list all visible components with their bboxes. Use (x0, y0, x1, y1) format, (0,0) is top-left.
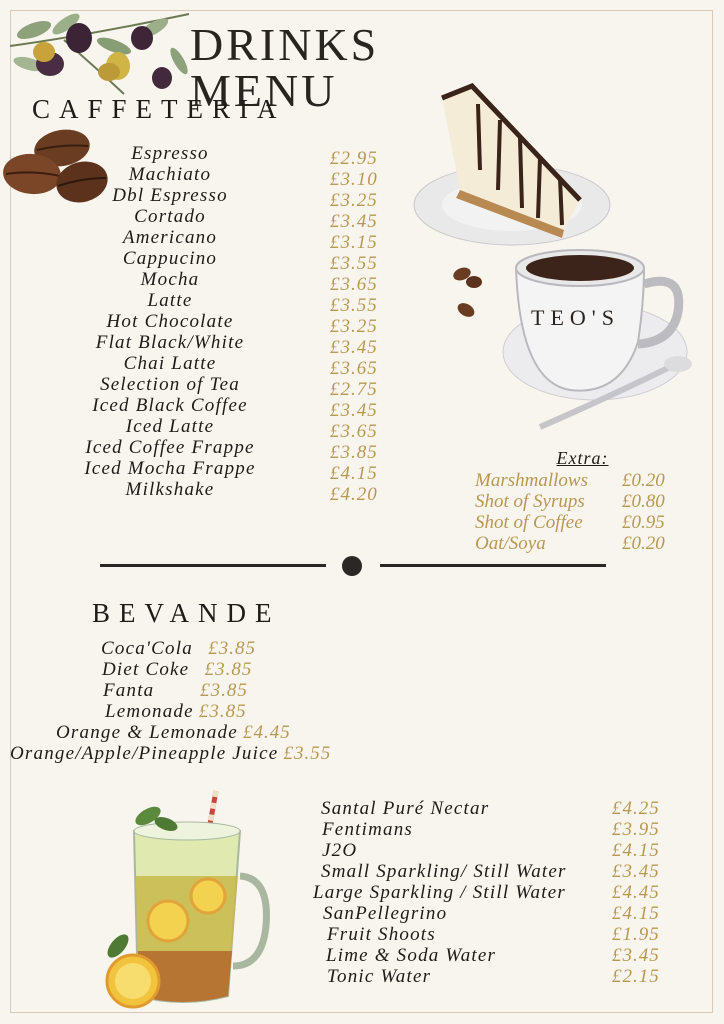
menu-item-name: J2O (322, 840, 358, 861)
menu-item-price: £2.95 (330, 148, 378, 169)
olive-branch-illustration (4, 6, 194, 98)
cheesecake-illustration (412, 80, 622, 250)
menu-item-price: £4.15 (330, 463, 378, 484)
bevande-items (10, 638, 370, 764)
menu-item-price: £3.25 (330, 316, 378, 337)
menu-item-name: Hot Chocolate (106, 311, 234, 332)
menu-item-price: £3.95 (612, 819, 660, 840)
menu-item-name: Fanta (103, 680, 155, 701)
menu-item-price: £4.25 (612, 798, 660, 819)
menu-item-name: Iced Black Coffee (92, 395, 248, 416)
menu-item-price: £3.15 (330, 232, 378, 253)
caffeteria-items (60, 143, 280, 500)
divider-line-left (100, 564, 326, 567)
menu-item-name: Americano (122, 227, 218, 248)
page-title: DRINKS MENU (190, 19, 380, 116)
menu-item-name: Iced Coffee Frappe (85, 437, 255, 458)
menu-item-name: Tonic Water (327, 966, 432, 987)
menu-item-price: £3.45 (330, 400, 378, 421)
menu-item-name: SanPellegrino (323, 903, 448, 924)
menu-item-name: Fruit Shoots (327, 924, 436, 945)
menu-item (312, 924, 672, 945)
menu-item-price: £3.45 (330, 211, 378, 232)
menu-item-name: Lemonade (105, 701, 194, 722)
extra-item-price: £0.95 (622, 512, 665, 533)
menu-item-price: £3.85 (208, 638, 256, 659)
divider-dot (342, 556, 362, 576)
extra-item-name: Shot of Syrups (475, 491, 585, 512)
menu-item-price: £3.10 (330, 169, 378, 190)
divider-line-right (380, 564, 606, 567)
menu-item-price: £3.55 (330, 295, 378, 316)
menu-item-price: £3.85 (330, 442, 378, 463)
menu-item-name: Chai Latte (123, 353, 217, 374)
extra-item-price: £0.20 (622, 533, 665, 554)
menu-item-price: £2.75 (330, 379, 378, 400)
menu-item (312, 966, 672, 987)
menu-item-price: £4.15 (612, 840, 660, 861)
menu-item-name: Dbl Espresso (112, 185, 228, 206)
menu-item (312, 882, 672, 903)
menu-item-name: Santal Puré Nectar (321, 798, 490, 819)
menu-item-name: Diet Coke (102, 659, 190, 680)
extra-item-name: Shot of Coffee (475, 512, 583, 533)
menu-item-name: Flat Black/White (95, 332, 245, 353)
menu-item-price: £3.25 (330, 190, 378, 211)
extra-item (470, 491, 685, 512)
menu-item-price: £3.85 (204, 659, 253, 680)
menu-item-price: £1.95 (612, 924, 660, 945)
menu-item-price: £4.20 (330, 484, 378, 505)
menu-item-name: Small Sparkling/ Still Water (321, 861, 567, 882)
menu-item-price: £3.85 (200, 680, 248, 701)
menu-item (312, 840, 672, 861)
menu-item-price: £4.45 (242, 722, 291, 743)
menu-item-name: Orange & Lemonade (56, 722, 238, 743)
menu-item-name: Latte (147, 290, 193, 311)
menu-item-name: Machiato (128, 164, 212, 185)
menu-item-price: £3.55 (330, 253, 378, 274)
menu-item-name: Lime & Soda Water (326, 945, 497, 966)
iced-drink-illustration (88, 786, 273, 1011)
caffeteria-heading: CAFFETERIA (32, 94, 286, 124)
caffeteria-prices (330, 148, 378, 505)
menu-item-name: Selection of Tea (100, 374, 240, 395)
menu-item-price: £3.65 (330, 274, 378, 295)
extras-heading: Extra: (556, 448, 609, 468)
menu-item-price: £4.15 (612, 903, 660, 924)
menu-item-price: £3.55 (283, 743, 332, 764)
menu-item (312, 861, 672, 882)
extra-item-price: £0.80 (622, 491, 665, 512)
menu-item-price: £3.65 (330, 421, 378, 442)
menu-item-name: Cortado (134, 206, 206, 227)
menu-item-name: Cappucino (122, 248, 218, 269)
menu-item-price: £3.45 (330, 337, 378, 358)
extras-section (470, 448, 685, 554)
coffee-cup-illustration (440, 232, 695, 437)
menu-item-price: £2.15 (612, 966, 660, 987)
menu-item-name: Fentimans (322, 819, 414, 840)
menu-item-price: £3.45 (612, 945, 660, 966)
extra-item (470, 470, 685, 491)
menu-item-name: Espresso (131, 143, 209, 164)
menu-item-price: £3.85 (198, 701, 247, 722)
extra-item (470, 512, 685, 533)
extra-item-name: Oat/Soya (475, 533, 546, 554)
menu-item-name: Mocha (140, 269, 200, 290)
menu-item-name: Coca'Cola (101, 638, 193, 659)
extra-item-name: Marshmallows (475, 470, 588, 491)
water-and-soft-drinks-items (312, 798, 672, 987)
brand-name: TEO'S (531, 305, 620, 330)
menu-item (312, 819, 672, 840)
menu-item-name: Large Sparkling / Still Water (313, 882, 566, 903)
menu-item-price: £3.45 (612, 861, 660, 882)
menu-item-name: Milkshake (125, 479, 215, 500)
menu-item-name: Iced Mocha Frappe (84, 458, 256, 479)
menu-item-name: Iced Latte (125, 416, 215, 437)
menu-item (312, 903, 672, 924)
menu-item-name: Orange/Apple/Pineapple Juice (10, 743, 279, 764)
bevande-heading: BEVANDE (92, 598, 281, 628)
extra-item-price: £0.20 (622, 470, 665, 491)
extra-item (470, 533, 685, 554)
menu-item (312, 945, 672, 966)
menu-item (312, 798, 672, 819)
menu-item-price: £4.45 (612, 882, 660, 903)
menu-item-price: £3.65 (330, 358, 378, 379)
